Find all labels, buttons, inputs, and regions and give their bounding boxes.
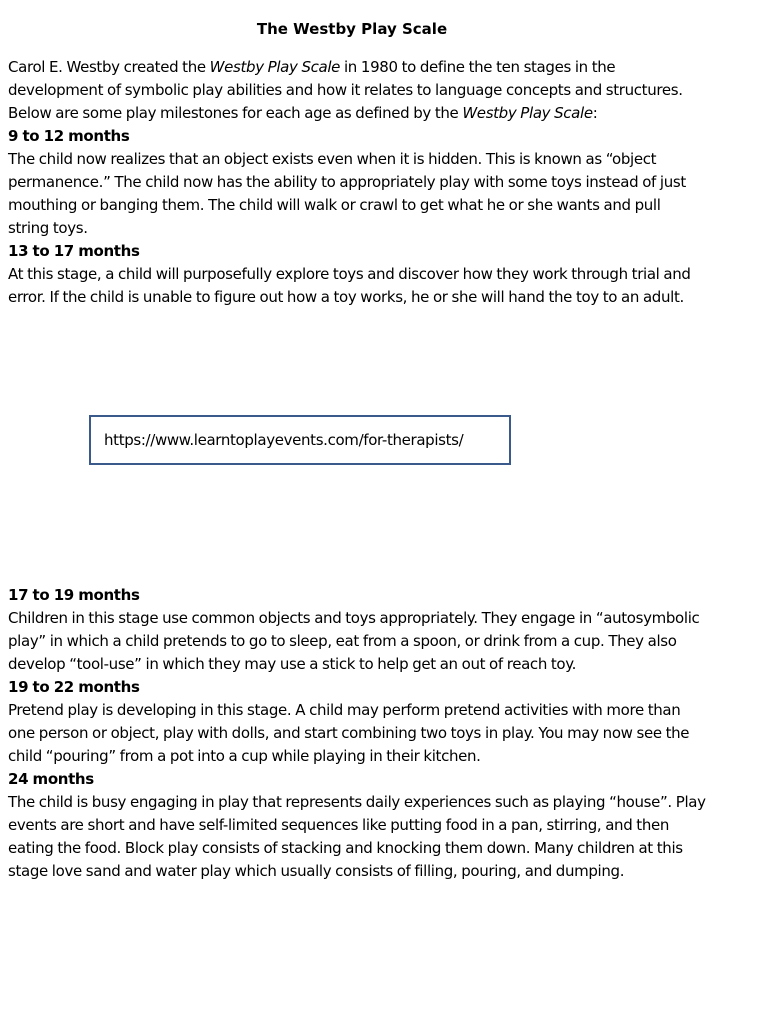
intro-scale-name-2: Westby Play Scale bbox=[462, 104, 593, 122]
section-line: one person or object, play with dolls, and start combining two toys in play. You may now see the bbox=[8, 724, 690, 742]
section-line: At this stage, a child will purposefully explore toys and discover how they work through trial and bbox=[8, 265, 691, 283]
section-heading: 9 to 12 months bbox=[8, 127, 130, 145]
section-line: events are short and have self-limited sequences like putting food in a pan, stirring, and then bbox=[8, 816, 670, 834]
section-13-17-months bbox=[8, 240, 764, 309]
section-24-months bbox=[8, 768, 764, 883]
section-line: string toys. bbox=[8, 219, 88, 237]
section-line: eating the food. Block play consists of stacking and knocking them down. Many children at this bbox=[8, 839, 683, 857]
section-line: Children in this stage use common objects and toys appropriately. They engage in “autosymbolic bbox=[8, 609, 700, 627]
section-line: play” in which a child pretends to go to sleep, eat from a spoon, or drink from a cup. They also bbox=[8, 632, 677, 650]
intro-line-3: Below are some play milestones for each age as defined by the Westby Play Scale: bbox=[8, 104, 598, 122]
source-url-box[interactable] bbox=[89, 415, 511, 465]
section-heading: 13 to 17 months bbox=[8, 242, 140, 260]
section-line: stage love sand and water play which usually consists of filling, pouring, and dumping. bbox=[8, 862, 625, 880]
section-heading: 19 to 22 months bbox=[8, 678, 140, 696]
intro-line-2: development of symbolic play abilities and how it relates to language concepts and structures. bbox=[8, 81, 683, 99]
section-line: mouthing or banging them. The child will walk or crawl to get what he or she wants and pull bbox=[8, 196, 661, 214]
section-9-12-months bbox=[8, 125, 764, 240]
section-heading: 17 to 19 months bbox=[8, 586, 140, 604]
section-line: child “pouring” from a pot into a cup while playing in their kitchen. bbox=[8, 747, 481, 765]
top-content bbox=[8, 56, 764, 309]
section-line: develop “tool-use” in which they may use a stick to help get an out of reach toy. bbox=[8, 655, 577, 673]
source-url[interactable]: https://www.learntoplayevents.com/for-therapists/ bbox=[104, 431, 464, 449]
section-line: The child now realizes that an object exists even when it is hidden. This is known as “object bbox=[8, 150, 657, 168]
section-line: permanence.” The child now has the ability to appropriately play with some toys instead of just bbox=[8, 173, 686, 191]
page-title: The Westby Play Scale bbox=[256, 20, 448, 38]
section-line: error. If the child is unable to figure out how a toy works, he or she will hand the toy to an adult. bbox=[8, 288, 684, 306]
intro-line-1: Carol E. Westby created the Westby Play Scale in 1980 to define the ten stages in the bbox=[8, 58, 616, 76]
section-19-22-months bbox=[8, 676, 764, 768]
intro-scale-name: Westby Play Scale bbox=[209, 58, 341, 76]
section-heading: 24 months bbox=[8, 770, 94, 788]
section-line: The child is busy engaging in play that represents daily experiences such as playing “house”. Play bbox=[8, 793, 706, 811]
bottom-content bbox=[8, 584, 764, 883]
section-line: Pretend play is developing in this stage. A child may perform pretend activities with more than bbox=[8, 701, 681, 719]
section-17-19-months bbox=[8, 584, 764, 676]
